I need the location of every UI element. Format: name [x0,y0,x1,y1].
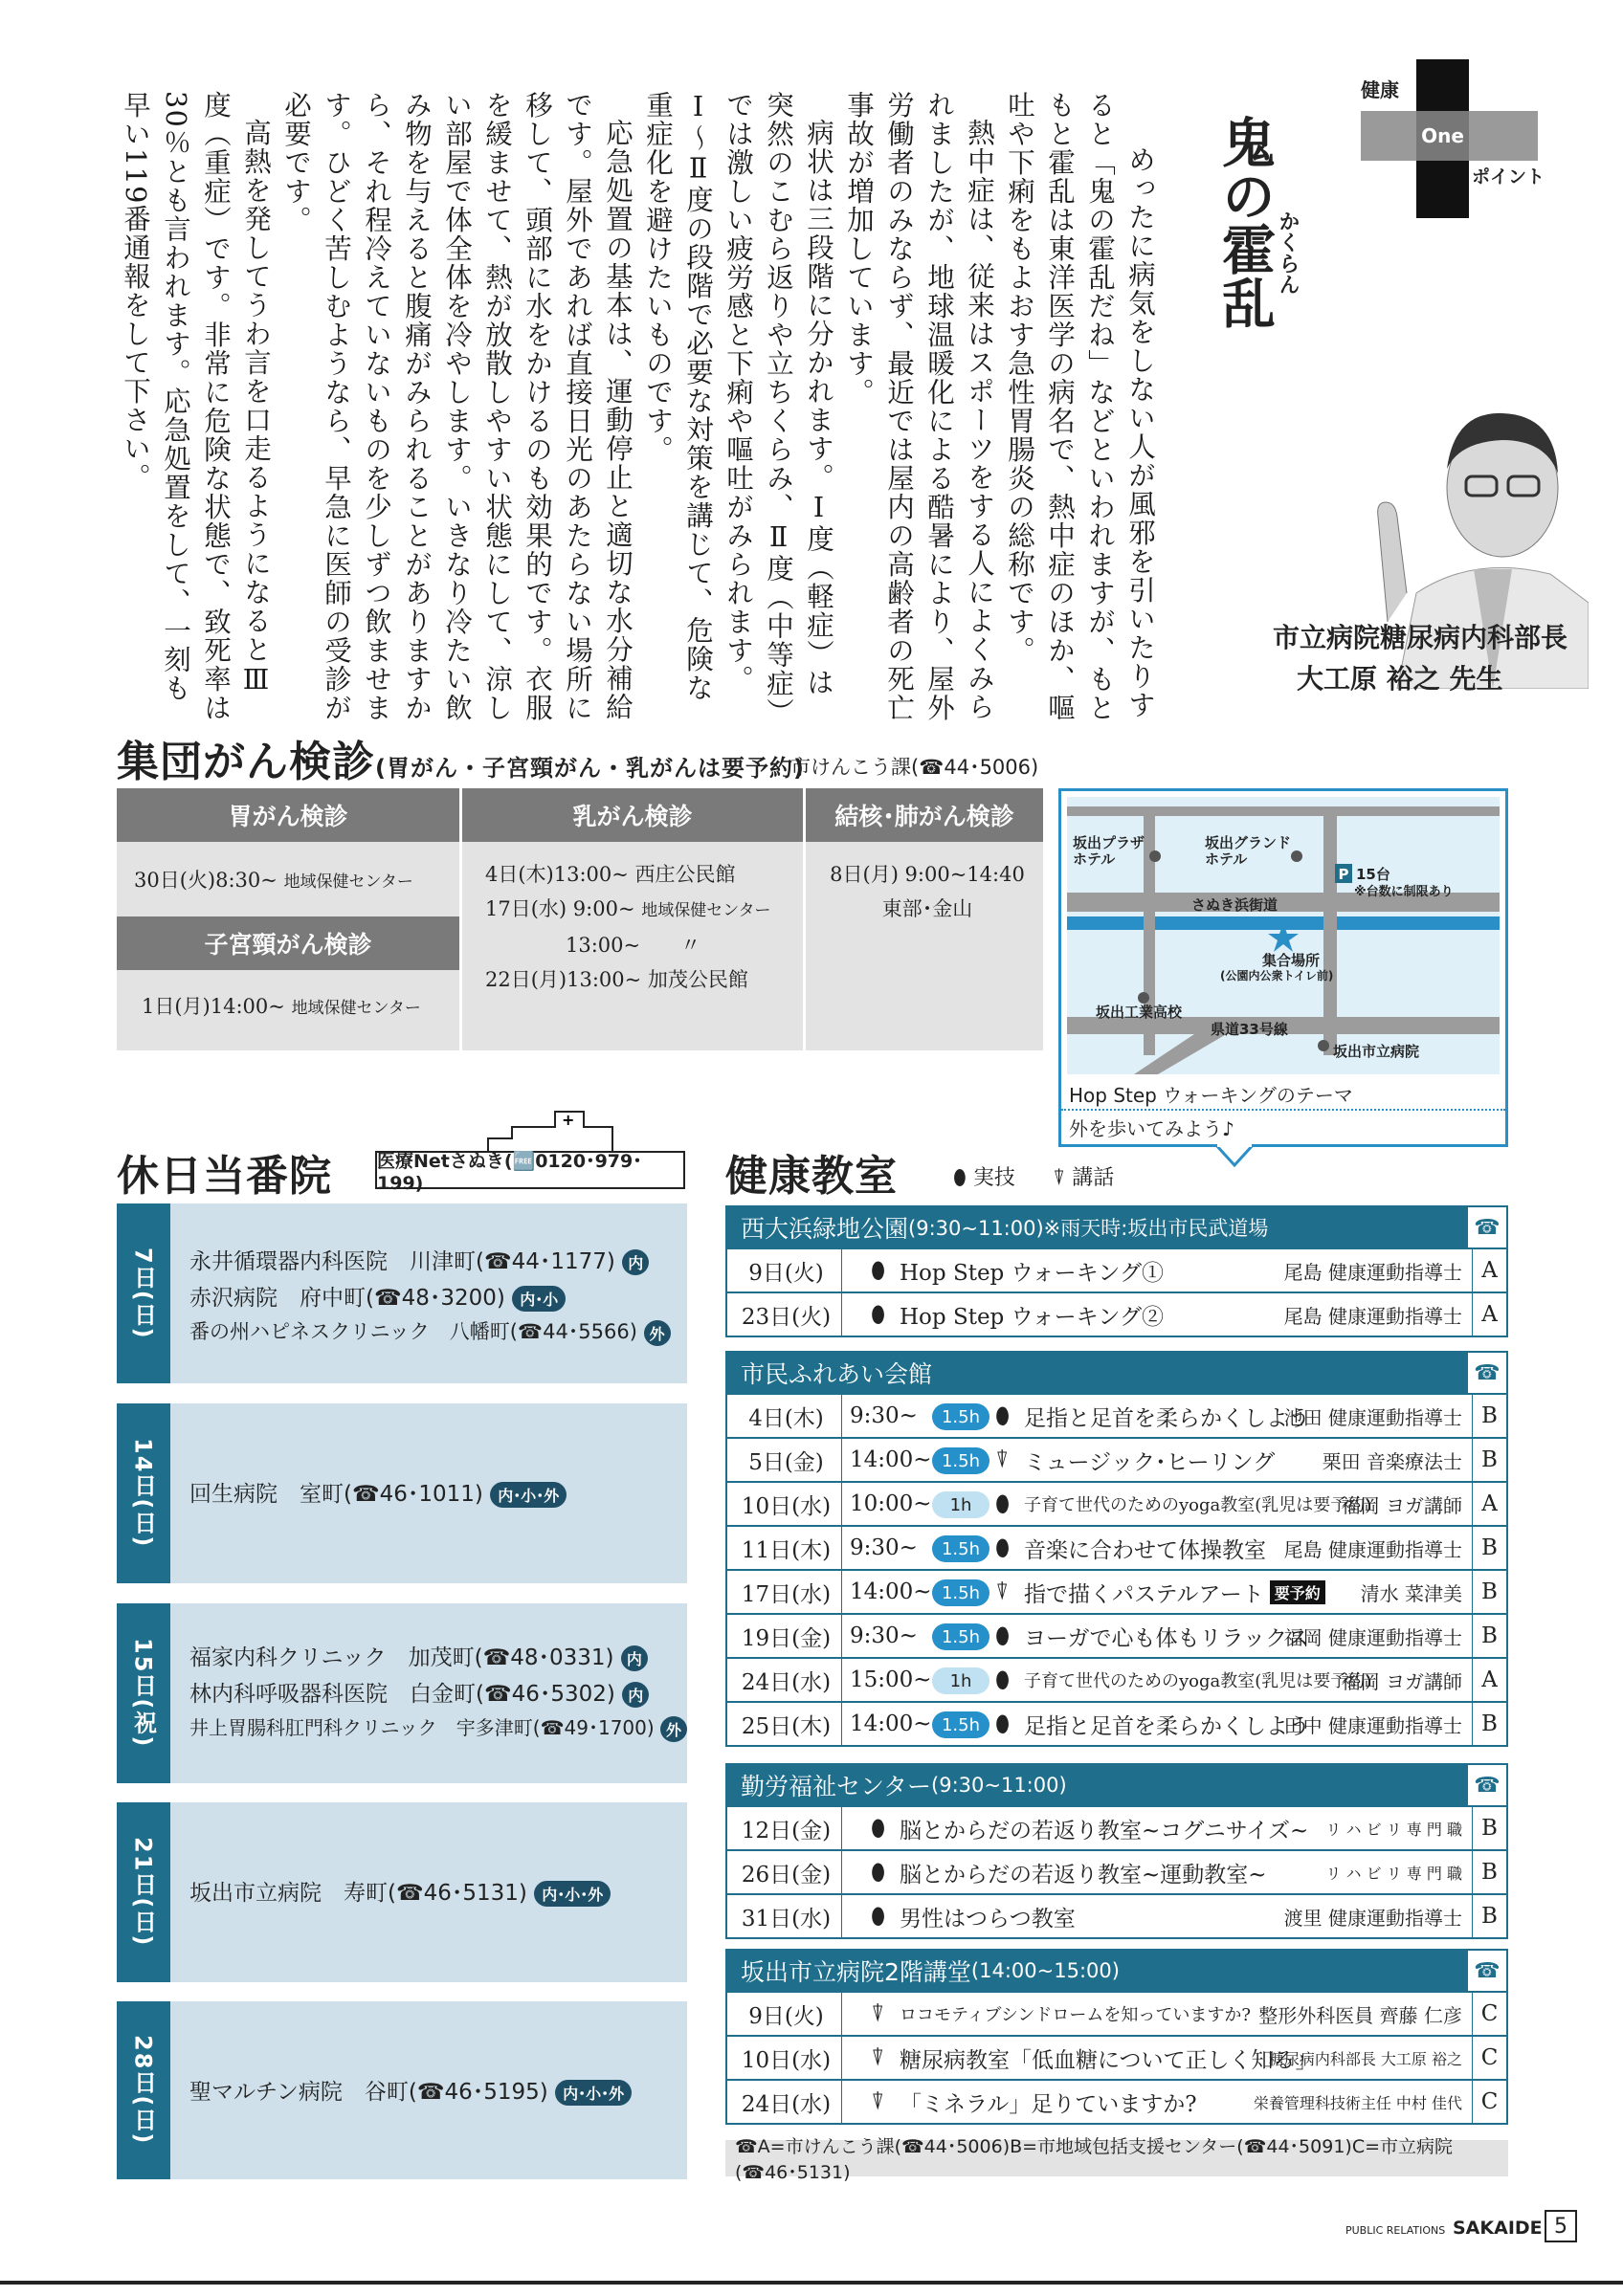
hospital-text: 番の州ハピネスクリニック 八幡町(☎44･5566) [189,1320,637,1343]
class-lecturer: 福岡 ヨガ講師 [1341,1493,1462,1517]
duration-badge: 1h [932,1667,989,1694]
holiday-date: 21日(日) [117,1802,170,1982]
duration-badge: 1.5h [932,1447,989,1474]
dept-tag: 内 [622,1682,649,1708]
hospital-text: 井上胃腸科肛門科クリニック 宇多津町(☎49･1700) [189,1716,655,1739]
holiday-block [117,1403,687,1583]
class-row [727,1525,1506,1569]
class-title-text: 糖尿病教室「低血糖について正しく知る」 [900,2047,1318,2073]
classroom-title: 健康教室 [725,1152,898,1201]
class-title [1024,1483,1371,1525]
classroom-venue-block [725,1205,1508,1337]
practice-icon: ⬮ [995,1667,1011,1693]
contact-category: A [1472,1249,1506,1292]
lung-header: 結核･肺がん検診 [806,788,1043,842]
venue-header [727,1207,1506,1247]
class-lecturer: 福岡 ヨガ講師 [1341,1669,1462,1693]
venue-name: 坂出市立病院2階講堂 [741,1958,971,1986]
class-date: 19日(金) [731,1615,842,1657]
class-lecturer: 田中 健康運動指導士 [1283,1713,1462,1737]
badge-bottom-label: ポイント [1472,166,1545,188]
breast-header: 乳がん検診 [462,788,803,842]
class-title [900,1851,1267,1893]
holiday-hospital [189,2074,632,2106]
class-lecturer: 尾島 健康運動指導士 [1283,1260,1462,1284]
screening-subtitle: (胃がん・子宮頸がん・乳がんは要予約) [375,755,805,782]
map-label-parking: 15台 [1356,866,1390,883]
dept-tag: 外 [660,1716,687,1742]
reserve-badge: 要予約 [1270,1580,1325,1604]
screening-contact: 市けんこう課(☎44･5006) [790,756,1039,779]
hospital-text: 林内科呼吸器科医院 白金町(☎46･5302) [189,1682,615,1707]
article-paragraph: 熱中症は、従来はスポーツをする人によくみられましたが、地球温暖化による酷暑により、屋外労働者のみならず、最近では屋内の高齢者の死亡事故が増加しています。 [843,91,995,722]
class-time: 9:30~ [850,1535,918,1560]
badge-top-label: 健康 [1361,78,1399,101]
map-label-hospital: 坂出市立病院 [1333,1043,1420,1060]
class-lecturer: 尾島 健康運動指導士 [1283,1304,1462,1328]
venue-name: 市民ふれあい会館 [741,1360,933,1388]
class-title-text: 音楽に合わせて体操教室 [1024,1537,1266,1563]
legend-practice-label: 実技 [972,1166,1015,1190]
article-paragraph: めったに病気をしない人が風邪を引いたりすると「鬼の霍乱だね」などといわれますが、もともと霍乱は東洋医学の病名で、熱中症のほか、嘔吐や下痢をもよおす急性胃腸炎の総称です。 [1004,91,1156,722]
class-row [727,1613,1506,1657]
contact-category: A [1472,1483,1506,1525]
contact-category: C [1472,2037,1506,2079]
class-title [1024,1703,1310,1745]
class-lecturer: リ ハ ビ リ 専 門 職 [1325,1864,1462,1883]
footer-brand: SAKAIDE [1453,2218,1543,2239]
holiday-block [117,1802,687,1982]
class-title-text: 男性はつらつ教室 [900,1906,1076,1932]
duration-badge: 1h [932,1491,989,1518]
class-row [727,1893,1506,1937]
stomach-schedule [134,863,413,899]
walking-map [1058,788,1508,1147]
lung-place: 東部･金山 [881,897,973,920]
holiday-hospital [189,1280,566,1312]
class-title [900,1249,1164,1292]
map-label-parking-note: ※台数に制限あり [1354,885,1454,899]
lecture-icon: ⍒ [871,2088,885,2115]
duration-badge: 1.5h [932,1535,989,1562]
holiday-hospital [189,1712,687,1742]
holiday-hospital [189,1476,567,1508]
contact-category: B [1472,1851,1506,1893]
dept-tag: 内･小･外 [555,2080,632,2106]
map-divider [1061,1109,1505,1111]
dept-tag: 内 [622,1249,649,1275]
screening-title [117,727,805,788]
classroom-venue-block [725,1949,1508,2125]
holiday-hospital [189,1676,649,1708]
breast-place: 地域保健センター [641,901,771,920]
map-area [1067,797,1500,1074]
uterus-schedule [142,989,421,1026]
class-title-text: 足指と足首を柔らかくしよう [1024,1713,1310,1739]
class-lecturer: 福岡 健康運動指導士 [1283,1625,1462,1649]
practice-icon: ⬮ [995,1402,1011,1429]
class-row [727,2079,1506,2123]
class-row [727,1701,1506,1745]
article-paragraph: 病状は三段階に分かれます。Ⅰ度（軽症）は突然のこむら返りや立ちくらみ、Ⅱ度（中等症）では激しい疲労感と下痢や嘔吐がみられます。Ⅰ～Ⅱ度の段階で必要な対策を講じて、危険な重症化を避けたいものです。 [642,91,834,714]
stomach-time: 30日(火)8:30~ [134,869,278,892]
hospital-text: 赤沢病院 府中町(☎48･3200) [189,1286,505,1311]
legend-lecture-label: 講話 [1072,1166,1115,1190]
class-title [900,1293,1164,1336]
contact-category: C [1472,1993,1506,2035]
class-lecturer: 栗田 音楽療法士 [1322,1449,1462,1473]
class-time: 15:00~ [850,1667,932,1692]
class-date: 10日(水) [731,1483,842,1525]
venue-name: 西大浜緑地公園 [741,1215,909,1243]
lecture-icon: ⍒ [871,2000,885,2027]
holiday-block [117,1603,687,1783]
contact-category: A [1472,1293,1506,1336]
duration-badge: 1.5h [932,1579,989,1606]
contact-category: B [1472,1439,1506,1481]
contact-category: A [1472,1659,1506,1701]
class-title-text: ヨーガで心も体もリラックス [1024,1625,1309,1651]
class-date: 5日(金) [731,1439,842,1481]
class-lecturer: 渡里 健康運動指導士 [1283,1906,1462,1930]
class-lecturer: 栄養管理科技術主任 中村 佳代 [1253,2093,1462,2112]
uterus-place: 地域保健センター [291,999,421,1018]
class-lecturer: 糖尿病内科部長 大工原 裕之 [1268,2049,1462,2068]
class-date: 4日(木) [731,1395,842,1437]
phone-icon: ☎ [1466,1353,1506,1393]
class-time: 14:00~ [850,1579,932,1604]
class-title-text: 足指と足首を柔らかくしよう [1024,1405,1310,1431]
class-row [727,1393,1506,1437]
dept-tag: 内･小･外 [534,1881,611,1907]
column-title-ruby: かくらん [1276,210,1300,295]
class-date: 23日(火) [731,1293,842,1336]
stomach-place: 地域保健センター [283,872,413,892]
breast-time: 17日(水) 9:00~ [485,897,642,920]
venue-note: (14:00~15:00) [970,1959,1120,1982]
holiday-hospital [189,1875,611,1907]
class-row [727,1569,1506,1613]
uterus-time: 1日(月)14:00~ [142,995,285,1018]
holiday-title: 休日当番院 [117,1152,332,1201]
holiday-hospital [189,1640,648,1671]
footer-brand-small: PUBLIC RELATIONS [1345,2224,1446,2237]
practice-icon: ⬮ [995,1534,1011,1561]
phone-icon: ☎ [1466,1765,1506,1805]
class-row [727,1991,1506,2035]
class-date: 24日(水) [731,2081,842,2123]
svg-text:+: + [562,1111,575,1129]
class-title [1024,1395,1310,1437]
breast-line [485,892,801,928]
contact-category: B [1472,1615,1506,1657]
class-title-text: ミュージック･ヒーリング [1024,1449,1276,1475]
stomach-column [117,788,459,1050]
class-date: 31日(水) [731,1895,842,1937]
contact-category: B [1472,1807,1506,1849]
class-date: 10日(水) [731,2037,842,2079]
class-title [900,2081,1197,2123]
class-row [727,1292,1506,1336]
class-lecturer: 整形外科医員 齊藤 仁彦 [1258,2003,1462,2027]
author-name: 大工原 裕之 先生 [1297,663,1503,695]
holiday-date: 7日(日) [117,1203,170,1383]
classroom-footnote: ☎A=市けんこう課(☎44･5006)B=市地域包括支援センター(☎44･5091)C=市立病院(☎46･5131) [725,2140,1508,2176]
class-date: 25日(木) [731,1703,842,1745]
map-caption-slogan: 外を歩いてみよう♪ [1069,1117,1234,1140]
breast-line: 22日(月)13:00~ 加茂公民館 [485,968,748,991]
class-time: 14:00~ [850,1447,932,1472]
class-lecturer: 池田 健康運動指導士 [1283,1405,1462,1429]
practice-icon: ⬮ [871,1859,886,1886]
map-label-street: さぬき浜街道 [1191,896,1278,914]
hospital-text: 聖マルチン病院 谷町(☎46･5195) [189,2080,548,2105]
practice-icon: ⬮ [995,1623,1011,1649]
screening-title-text: 集団がん検診 [117,738,375,786]
lecture-icon: ⍒ [871,2044,885,2071]
holiday-block [117,2001,687,2179]
svg-text:P: P [1338,866,1349,883]
holiday-date: 15日(祝) [117,1603,170,1783]
class-title [900,1993,1251,2035]
venue-name: 勤労福祉センター [741,1773,932,1800]
class-title [900,1895,1076,1937]
screening-table [117,788,1043,1050]
practice-icon: ⬮ [871,1815,886,1842]
class-title-text: Hop Step ウォーキング① [900,1260,1164,1286]
contact-category: B [1472,1895,1506,1937]
lung-time: 8日(月) 9:00~14:40 [830,863,1025,886]
class-title [900,1807,1308,1849]
class-row [727,2035,1506,2079]
contact-category: B [1472,1395,1506,1437]
article-paragraph: 応急処置の基本は、運動停止と適切な水分補給です。屋外であれば直接日光のあたらない場所に移して、頭部に水をかけるのも効果的です。衣服を緩ませて、熱が放散しやすい状態にして、涼しい部屋で体全体を冷やします。いきなり冷たい飲み物を与えると腹痛がみられることがありますから、それ程冷えていないものを少しずつ飲ませます。ひどく苦しむようなら、早急に医師の受診が必要です。 [280,91,634,722]
lung-schedule [827,857,1028,926]
lecture-icon: ⍒ [995,1446,1010,1473]
medical-net-box: 医療Netさぬき(🆓0120･979･199) [375,1151,685,1189]
class-date: 26日(金) [731,1851,842,1893]
practice-icon: ⬮ [871,1257,886,1284]
class-title [1024,1615,1309,1657]
footer-rule [0,2281,1623,2285]
breast-column [462,788,803,1050]
class-title-text: Hop Step ウォーキング② [900,1304,1164,1330]
class-lecturer: 尾島 健康運動指導士 [1283,1537,1462,1561]
duration-badge: 1.5h [932,1711,989,1738]
page-number: 5 [1545,2210,1577,2242]
breast-line: 13:00~ 〃 [566,934,701,957]
phone-icon: ☎ [1466,1951,1506,1991]
hospital-text: 福家内科クリニック 加茂町(☎48･0331) [189,1645,614,1670]
column-title: 鬼の霍乱 [1213,115,1276,329]
class-row [727,1805,1506,1849]
map-label-hotel1: 坂出プラザ ホテル [1073,834,1145,868]
duration-badge: 1.5h [932,1623,989,1650]
legend-lecture [1053,1161,1114,1191]
author-title: 市立病院糖尿病内科部長 [1273,622,1568,653]
lecture-icon: ⍒ [995,1578,1010,1605]
class-title-text: 脳とからだの若返り教室~運動教室~ [900,1862,1267,1888]
legend-practice [953,1161,1015,1191]
map-label-route: 県道33号線 [1211,1021,1288,1038]
class-date: 17日(水) [731,1571,842,1613]
class-title-text: 子育て世代のためのyoga教室(乳児は要予約) [1024,1671,1372,1691]
class-row [727,1481,1506,1525]
dept-tag: 外 [644,1320,671,1346]
class-date: 9日(火) [731,1993,842,2035]
venue-note: (9:30~11:00)※雨天時:坂出市民武道場 [908,1217,1269,1240]
practice-icon: ⬮ [871,1301,886,1328]
practice-icon: ⬮ [953,1166,967,1190]
class-time: 14:00~ [850,1711,932,1736]
class-time: 10:00~ [850,1491,932,1516]
class-title-text: ロコモティブシンドロームを知っていますか? [900,2005,1252,2025]
dept-tag: 内･小 [512,1286,566,1312]
duration-badge: 1.5h [932,1403,989,1430]
class-date: 12日(金) [731,1807,842,1849]
map-label-school: 坂出工業高校 [1096,1004,1183,1021]
uterus-header: 子宮頸がん検診 [117,916,459,970]
class-date: 9日(火) [731,1249,842,1292]
class-row [727,1247,1506,1292]
hospital-text: 永井循環器内科医院 川津町(☎44･1177) [189,1249,615,1274]
class-title-text: 「ミネラル」足りていますか? [900,2091,1197,2117]
hospital-text: 坂出市立病院 寿町(☎46･5131) [189,1881,527,1906]
class-row [727,1657,1506,1701]
badge-one: One [1416,111,1469,161]
holiday-hospital [189,1316,671,1346]
class-row [727,1437,1506,1481]
class-title-text: 脳とからだの若返り教室~コグニサイズ~ [900,1818,1309,1843]
holiday-date: 14日(日) [117,1403,170,1583]
class-lecturer: リ ハ ビ リ 専 門 職 [1325,1820,1462,1839]
dept-tag: 内･小･外 [490,1482,567,1508]
phone-icon: ☎ [1466,1207,1506,1247]
contact-category: B [1472,1571,1506,1613]
class-time: 9:30~ [850,1403,918,1428]
class-title [1024,1527,1266,1569]
class-title [900,2037,1318,2079]
lung-column [806,788,1043,1050]
column-article [107,91,1160,722]
practice-icon: ⬮ [995,1711,1011,1737]
class-title [1024,1439,1275,1481]
class-date: 24日(水) [731,1659,842,1701]
class-title-text: 指で描くパステルアート [1024,1581,1264,1607]
map-label-meeting: 集合場所 [1262,952,1321,969]
class-title [1024,1571,1325,1613]
map-label-meeting-note: (公園内公衆トイレ前) [1220,969,1334,982]
map-caption-theme: Hop Step ウォーキングのテーマ [1069,1084,1353,1107]
lecture-icon: ⍒ [1053,1166,1066,1190]
practice-icon: ⬮ [871,1903,886,1930]
holiday-hospital [189,1244,649,1275]
class-row [727,1849,1506,1893]
practice-icon: ⬮ [995,1490,1011,1517]
class-lecturer: 清水 菜津美 [1360,1581,1462,1605]
holiday-date: 28日(日) [117,2001,170,2179]
map-pointer [1215,1144,1254,1167]
stomach-header: 胃がん検診 [117,788,459,842]
venue-header [727,1765,1506,1805]
class-title-text: 子育て世代のためのyoga教室(乳児は要予約) [1024,1495,1372,1515]
venue-header [727,1951,1506,1991]
classroom-venue-block [725,1351,1508,1747]
article-paragraph: 高熱を発してうわ言を口走るようになるとⅢ度（重症）です。非常に危険な状態で、致死率は30％とも言われます。応急処置をして、一刻も早い119番通報をして下さい。 [120,91,272,722]
venue-header [727,1353,1506,1393]
venue-note: (9:30~11:00) [931,1774,1067,1797]
contact-category: B [1472,1527,1506,1569]
breast-schedule [485,857,801,997]
class-date: 11日(木) [731,1527,842,1569]
dept-tag: 内 [621,1645,648,1671]
breast-line: 4日(木)13:00~ 西庄公民館 [485,863,736,886]
holiday-block [117,1203,687,1383]
hospital-text: 回生病院 室町(☎46･1011) [189,1482,483,1507]
class-title [1024,1659,1371,1701]
contact-category: C [1472,2081,1506,2123]
class-time: 9:30~ [850,1623,918,1648]
map-label-hotel2: 坂出グランド ホテル [1205,834,1292,868]
contact-category: B [1472,1703,1506,1745]
classroom-venue-block [725,1763,1508,1939]
